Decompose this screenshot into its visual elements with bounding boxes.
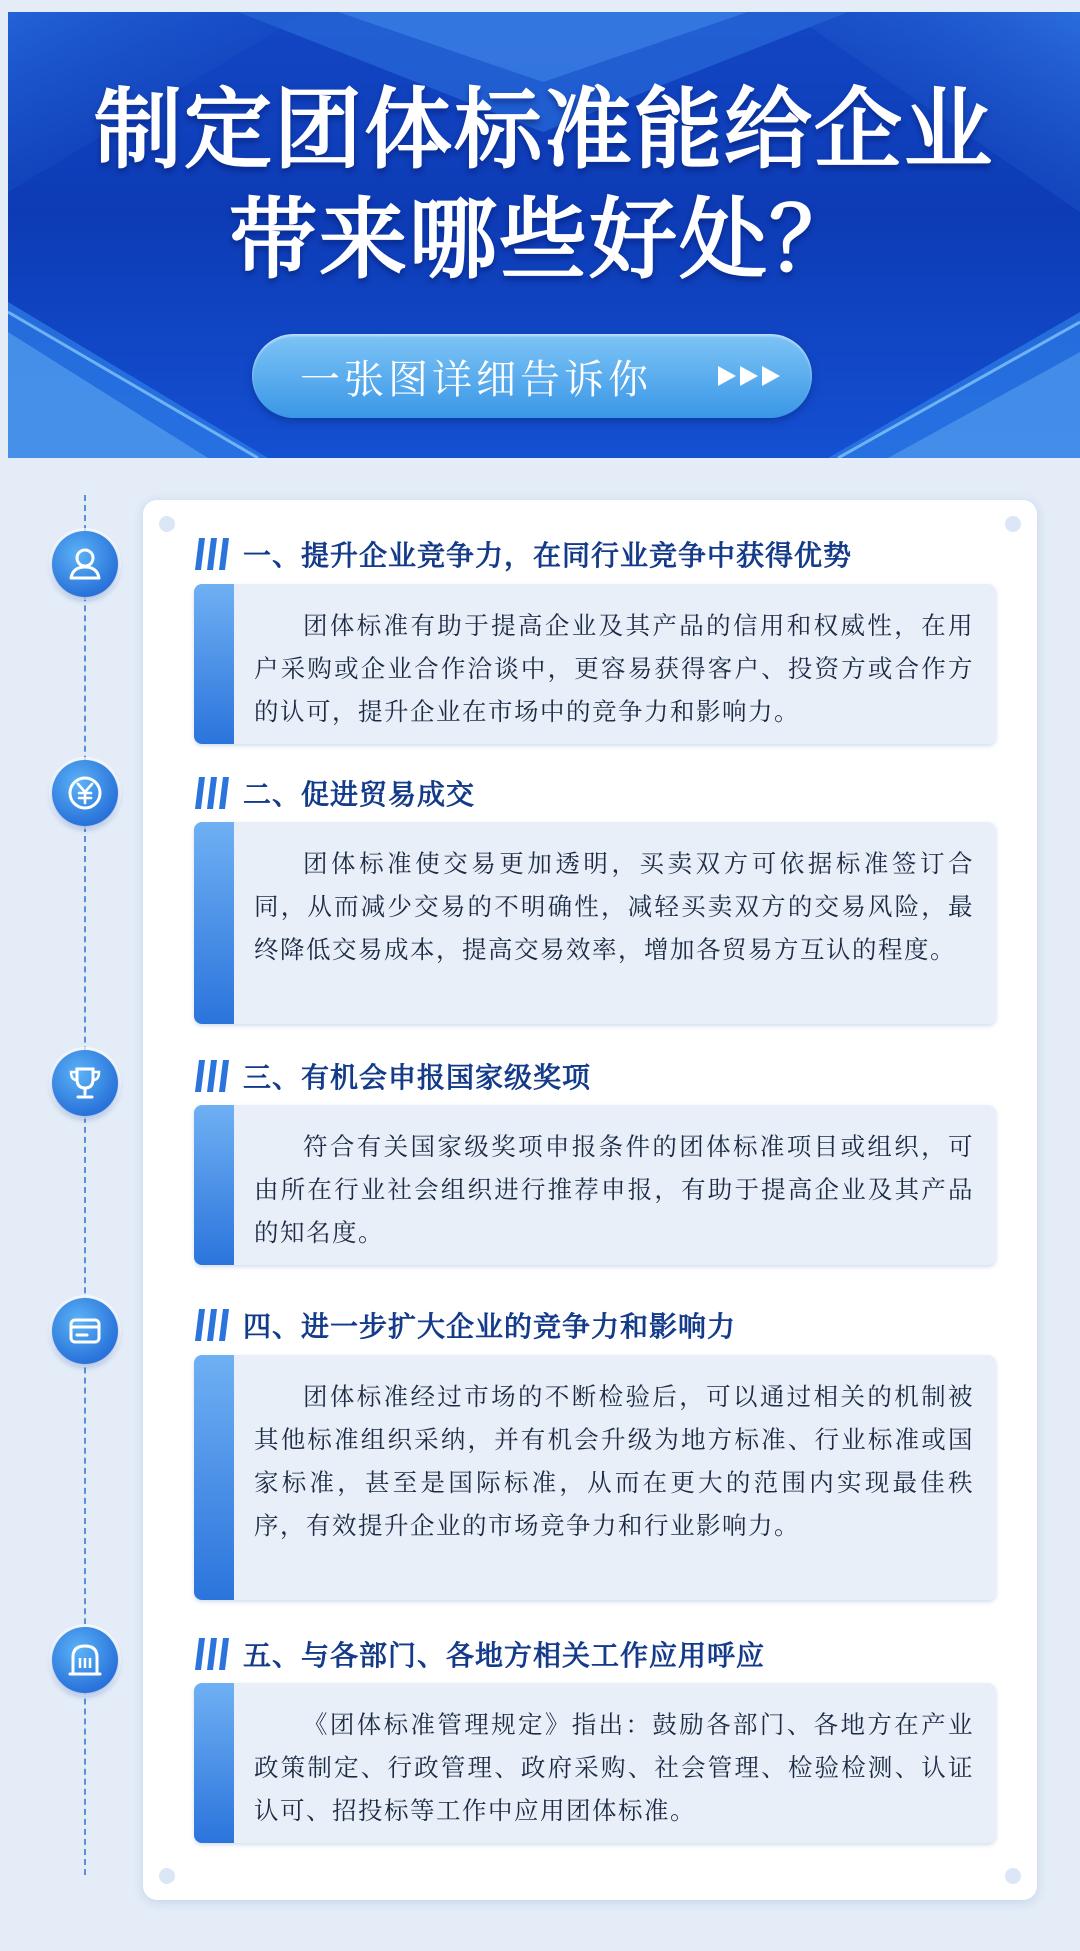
trophy-icon xyxy=(65,1063,105,1103)
accent-bar xyxy=(194,1105,234,1265)
section-2-box xyxy=(194,822,996,1024)
subtitle-text: 一张图详细告诉你 xyxy=(300,356,652,403)
government-building-icon xyxy=(65,1640,105,1680)
triple-slash-icon xyxy=(193,538,231,570)
section-4-box xyxy=(194,1355,996,1600)
corner-dot xyxy=(159,1868,175,1884)
section-5-box xyxy=(194,1683,996,1843)
accent-bar xyxy=(194,1355,234,1600)
triple-slash-icon xyxy=(193,1060,231,1092)
section-5-body: 《团体标准管理规定》指出：鼓励各部门、各地方在产业政策制定、行政管理、政府采购、社会管理、检验检测、认证认可、招投标等工作中应用团体标准。 xyxy=(254,1710,974,1825)
section-3-title: 三、有机会申报国家级奖项 xyxy=(243,1061,592,1094)
section-3-heading xyxy=(193,1056,591,1096)
corner-dot xyxy=(1005,1868,1021,1884)
section-1-title: 一、提升企业竞争力，在同行业竞争中获得优势 xyxy=(243,539,853,572)
triple-slash-icon xyxy=(193,1638,231,1670)
triple-slash-icon xyxy=(193,777,231,809)
section-1-body: 团体标准有助于提高企业及其产品的信用和权威性，在用户采购或企业合作洽谈中，更容易获得客户、投资方或合作方的认可，提升企业在市场中的竞争力和影响力。 xyxy=(254,611,974,726)
header-banner xyxy=(8,12,1080,458)
triple-arrow-icon xyxy=(718,364,782,388)
card-icon xyxy=(65,1311,105,1351)
section-5-heading xyxy=(193,1634,765,1674)
corner-dot xyxy=(159,516,175,532)
section-2-body: 团体标准使交易更加透明，买卖双方可依据标准签订合同，从而减少交易的不明确性，减轻买卖双方的交易风险，最终降低交易成本，提高交易效率，增加各贸易方互认的程度。 xyxy=(254,849,974,964)
accent-bar xyxy=(194,822,234,1024)
corner-dot xyxy=(1005,516,1021,532)
section-2-title: 二、促进贸易成交 xyxy=(243,778,476,811)
yuan-icon xyxy=(65,773,105,813)
page-title-line-2: 带来哪些好处？ xyxy=(228,188,859,291)
section-5-title: 五、与各部门、各地方相关工作应用呼应 xyxy=(243,1639,766,1672)
section-3-body: 符合有关国家级奖项申报条件的团体标准项目或组织，可由所在行业社会组织进行推荐申报，有助于提高企业及其产品的知名度。 xyxy=(254,1132,974,1247)
section-1-heading xyxy=(193,534,852,574)
timeline-node-5 xyxy=(52,1627,118,1693)
subtitle-pill xyxy=(252,334,812,418)
accent-bar xyxy=(194,1683,234,1843)
timeline-node-4 xyxy=(52,1298,118,1364)
section-3-box xyxy=(194,1105,996,1265)
timeline-node-3 xyxy=(52,1050,118,1116)
section-4-body: 团体标准经过市场的不断检验后，可以通过相关的机制被其他标准组织采纳，并有机会升级为地方标准、行业标准或国家标准，甚至是国际标准，从而在更大的范围内实现最佳秩序，有效提升企业的市场竞争力和行业影响力。 xyxy=(254,1382,974,1540)
section-4-title: 四、进一步扩大企业的竞争力和影响力 xyxy=(243,1310,737,1343)
timeline-node-1 xyxy=(52,531,118,597)
section-2-heading xyxy=(193,773,475,813)
user-icon xyxy=(65,544,105,584)
triple-slash-icon xyxy=(193,1309,231,1341)
accent-bar xyxy=(194,584,234,744)
section-4-heading xyxy=(193,1305,736,1345)
section-1-box xyxy=(194,584,996,744)
page-title-line-1: 制定团体标准能给企业 xyxy=(93,78,994,181)
timeline-node-2 xyxy=(52,760,118,826)
